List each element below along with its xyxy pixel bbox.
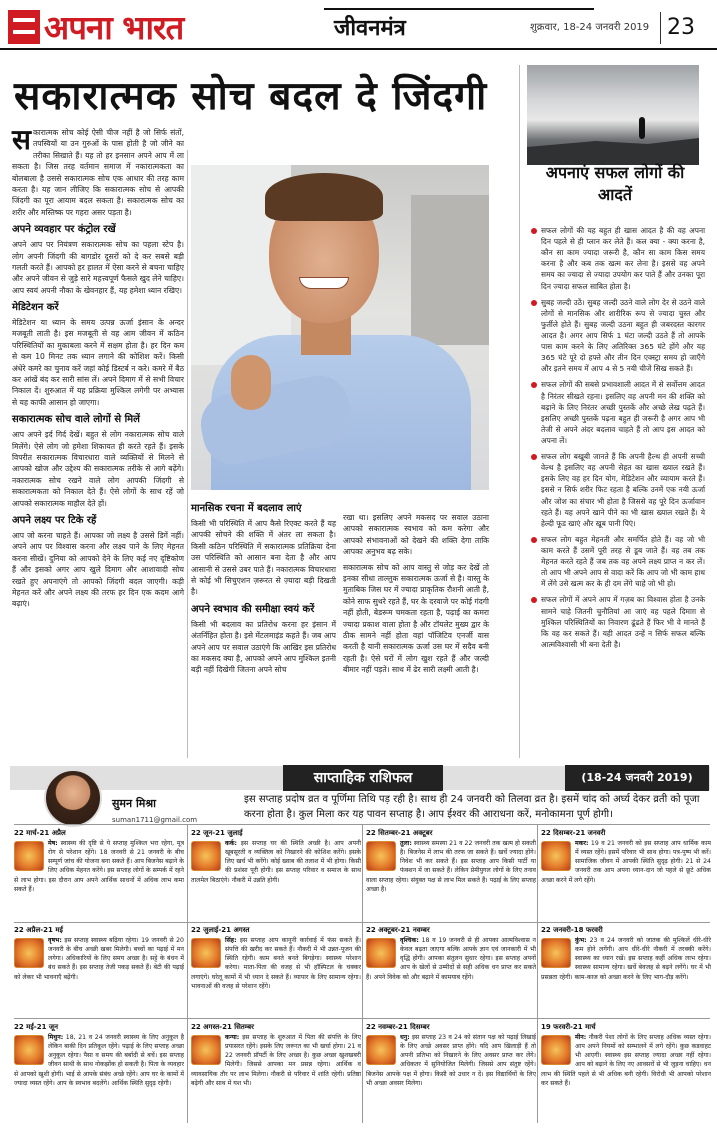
sidebar-list: [531, 225, 705, 655]
sign-pisces: 19 फरवरी-21 मार्च मीन: नौकरी पेशा लोगों के लिए सप्ताह अधिक व्यस्त रहेगा। आप अपने नियमों को सम्भालने में लगे रहेंगे। कुछ कडवाहट भी आएगी। स्वास्थ्य इस सप्ताह ज्यादा अच्छा नहीं रहेगा। आप को बढ़ाने के लिए नए आवसरों से भी जुड़ना चाहिए। धन लाभ की स्थिति पहले से भी अधिक बनी रहेगी। विरोधी भी आपको परेशान कर सकते हैं।: [541, 1023, 711, 1087]
bullet-icon: [531, 454, 537, 460]
section-heading: अपने लक्ष्य पर टिके रहें: [12, 514, 97, 526]
sign-libra: 22 सितम्बर-21 अक्टूबर तुला: स्वास्थ्य समस्या 21 व 22 जनवरी तक खत्म हो सकती है। बिजनेस में लाभ की तरफ जा सकते हैं। खर्चे ज्यादा होंगे। निवेश भी कर सकते हैं। इस सप्ताह आप किसी पार्टी या फंक्शन में जा सकते हैं। लेकिन प्रेमीयुगल लोगों के लिए तनाव वाला सप्ताह रहेगा। संयुक्त पक्ष से लाभ मिल सकते हैं। पढ़ाई के लिए सप्ताह अच्छा है।: [366, 829, 536, 893]
list-item: सफल लोगों की यह बहुत ही खास आदत है की वह अपना दिन पहले से ही प्लान कर लेते हैं। कल क्या - क्या करना है, कौन सा काम ज्यादा जरूरी है, कौन सा काम किस समय करना है और कब तक खत्म कर लेना है। इससे वह अपने समय का ज्यादा से ज्यादा उपयोग कर पाते हैं और उनका पूरा दिन ज्यादा सफल साबित होता है।: [531, 225, 705, 292]
section-body: रखा था। इसलिए अपने मकसद पर सवाल उठाना आपको सकारात्मक स्वभाव को कम करेगा और आपको संभावनाओं को देखने की शक्ति देगा ताकि आपका अनुभव बढ़ सके।: [343, 513, 489, 557]
article-column-2: [191, 497, 336, 680]
sign-dates: 22 अगस्त-21 सितम्बर: [191, 1023, 254, 1031]
grid-divider: [537, 825, 538, 1123]
sign-dates: 22 जुलाई-21 अगस्त: [191, 926, 250, 934]
gemini-icon: [14, 1035, 44, 1065]
section-label: जीवनमंत्र: [334, 16, 406, 41]
list-item: सफल लोग बखूबी जानते हैं कि अपनी हैल्थ ही अपनी सच्ची वेल्थ है इसलिए वह अपनी सेहत का खास ख्याल रखते हैं। इसके लिए वह हर दिन योग, मेडिटेशन और व्यायाम करते हैं। इससे न सिर्फ शरीर फिट रहता है बल्कि उनमें एक नयी ऊर्जा और जोश का संचार भी होता है जिससे वह पूरे दिन ऊर्जावान रहते हैं। यह अपने खाने पीने का भी खास ख्याल रखते हैं। ये हेल्दी फूड खाएं और खूब पानी पिएं।: [531, 451, 705, 529]
astrologer-avatar: [44, 769, 102, 827]
leo-icon: [191, 938, 221, 968]
sign-dates: 22 अक्टूबर-21 नवम्बर: [366, 926, 430, 934]
list-item: सफल लोगों की सबसे प्रभावशाली आदत में से सर्वोत्तम आदत है निरंतर सीखते रहना। इसलिए वह अपनी मन की शक्ति को बढ़ाने के लिए निरंतर अच्छी पुस्तकें और अच्छे लेख पढ़ते हैं। इसलिए अच्छी पुस्तकें पढ़ना बहुत ही जरूरी है अगर आप भी तेजी से अपने अंदर बदलाव चाहते हैं तो आप इस आदत को अपना लें।: [531, 379, 705, 446]
article-intro: [12, 123, 184, 218]
sign-sagittarius: 22 नवम्बर-21 दिसम्बर धनु: इस सप्ताह 23 व 24 को संतान पक्ष को पढ़ाई लिखाई के लिए अच्छे अवसर प्राप्त होंगे। यदि आप खिलाड़ी हैं तो अपनी प्रतिभा को निखारने के लिए अवसर प्राप्त कर लेंगे। अधिकतर में सुनियोजित मिलेगी। जिससे आप संतुष्ट रहेंगे। बिजनेस आपके पक्ष में होगा। किसी को उधार न दें। इस विद्यार्थियों के लिए भी अच्छा अवसर मिलेगा।: [366, 1023, 536, 1087]
bullet-icon: [531, 537, 537, 543]
aquarius-icon: [541, 938, 571, 968]
pisces-icon: [541, 1035, 571, 1065]
capricorn-icon: [541, 841, 571, 871]
masthead-top-rule: [324, 8, 594, 10]
list-item: सुबह जल्दी उठें। सुबह जल्दी उठने वाले लोग देर से उठने वाले लोगों से मानसिक और शारीरिक रूप से ज्यादा चुस्त और फुर्तीले होते हैं। सुबह जल्दी उठना बहुत ही जबरदस्त कारगर आदत है। अगर आप सिर्फ 1 घंटा जल्दी उठते हैं तो आपके पास काम करने के लिए अतिरिक्त 365 घंटे होंगे और यह 365 घंटे पूरे दो हफ्ते और तीन दिन एक्स्ट्रा समय हो जाएँगे और इतने समय में आप 4 से 5 नयी चीजें सिख सकते हैं।: [531, 297, 705, 375]
section-body: किसी भी बदलाव का प्रतिरोध करना हर इंसान में अंतर्निहित होता है। इसे मेंटलमाइंड कहते हैं। जब आप अपने आप पर सवाल उठाएंगे कि आखिर इस प्रतिरोध का मकसद क्या है, आपको अपने आप मुश्किल इतनी बड़ी नहीं दिखेगी जितना अपने सोच: [191, 619, 336, 675]
list-item: सफल लोगों में अपने आप में गज़ब का विश्वास होता है उनके सामने चाहे जितनी चुनौतियां आ जाएं वह पहले दिमाग़ से मुश्किल परिस्थितियों का निवारण ढूंढते हैं फिर भी वे मानते हैं कि वह कर सकते हैं। यही आदत उन्हें न सिर्फ सफल बल्कि आत्मविश्वासी भी बना देती है।: [531, 594, 705, 650]
list-item: सफल लोग बहुत मेहनती और समर्पित होते हैं। वह जो भी काम करते हैं उसमें पूरी तरह से डूब जाते हैं। वह तब तक मेहनत करते रहते हैं जब तक वह अपने लक्ष्य प्राप्त न कर लें। तो आप भी अपने आप से वादा करें कि आप जो भी काम हाथ में लेंगे उसे खत्म कर के ही दम लेंगे चाहे जो भी हो।: [531, 534, 705, 590]
bullet-icon: [531, 228, 537, 234]
sign-dates: 22 सितम्बर-21 अक्टूबर: [366, 829, 433, 837]
smiling-man-photo: [191, 165, 489, 490]
section-heading: मानसिक रचना में बदलाव लाएं: [191, 503, 302, 514]
sign-dates: 22 दिसम्बर-21 जनवरी: [541, 829, 606, 837]
section-heading: अपने व्यवहार पर कंट्रोल रखें: [12, 224, 116, 236]
scorpio-icon: [366, 938, 396, 968]
sign-dates: 22 जनवरी-18 फरवरी: [541, 926, 603, 934]
issue-date: शुक्रवार, 18-24 जनवरी 2019: [530, 22, 650, 33]
cliff-silhouette-photo: [527, 65, 699, 165]
astrologer-name: सुमन मिश्रा: [112, 797, 157, 810]
sign-virgo: 22 अगस्त-21 सितम्बर कन्या: इस सप्ताह के शुरुआत में पिता की संपत्ति के लिए प्रयासरत रहेंगे। इसके लिए जरूरत का भी खर्चा होगा। 21 व 22 जनवरी प्रॉपर्टी के लिए अच्छा है। कुछ अच्छा खुशखबरी मिलेगी। जिससे आपका मन प्रसन्न रहेगा। आर्थिक व व्यावसायिक तौर पर लाभ मिलेगा। नौकरी से परिवार में शांति रहेगी। प्रतिष्ठा बढ़ेगी और साथ में यश भी।: [191, 1023, 361, 1087]
sign-dates: 19 फरवरी-21 मार्च: [541, 1023, 596, 1031]
grid-divider: [187, 825, 188, 1123]
article-headline: सकारात्मक सोच बदल दे जिंदगी: [14, 73, 488, 119]
grid-divider: [362, 825, 363, 1123]
sign-cancer: 22 जून-21 जुलाई कर्क: इस सप्ताह घर की स्थिति अच्छी है। आप अपनी खूबसूरती व व्यक्तित्व को निखारने की कोशिश करेंगे। इसके लिए खर्च भी करेंगे। कोई ख्वाब की तलाश में भी होगा। किसी की प्रशंसा पूरी होगी। इस सप्ताह परिवार व समाज के साथ तालमेल बिठाएंगे। नौकरी में उन्नति होगी।: [191, 829, 361, 884]
column-divider: [187, 150, 188, 758]
cancer-icon: [191, 841, 221, 871]
article-intro-text: कारात्मक सोच कोई ऐसी चीज नहीं है जो सिर्फ संतों, तपस्वियों या उन गुरुओं के पास होती है जो जीने का तरीका सिखाते हैं। यह तो हर इनसान अपने आप में ला सकता है। जिस तरह वर्तमान समाज में नकारात्मकता का बोलबाला है उससे सकारात्मक सोच एक आधार की तरह काम करता है। यह जान लीजिए कि सकारात्मक सोच से आपकी जिंदगी का पूरा आयाम बदल सकता है। सकारात्मक सोच का शरीर और मस्तिष्क पर गहरा असर पड़ता है।: [12, 128, 184, 217]
section-body: मेडिटेशन या ध्यान के समय उत्पन्न ऊर्जा इंसान के अन्दर मजबूती लाती है। इस मजबूती से वह आम जीवन में कठिन परिस्थितियों का मुकाबला करने में सक्षम होता है। हर दिन कम से कम 10 मिनट तक ध्यान लगाने की कोशिश करें। किसी अंधेरे कमरे का चुनाव करें जहां कोई डिस्टर्ब न करे। कमरे में बैठ कर आंखें बंद कर सारी सांस लें। अपने दिमाग में से सभी विचार निकाल दें। शुरुआत में यह प्रक्रिया मुश्किल लगेगी पर अभ्यास से यह काफी आसान हो जाएगा।: [12, 318, 184, 407]
section-body: सकारात्मक सोच को आप वास्तु से जोड़ कर देखें तो इनका सीधा ताल्लुक सकारात्मक ऊर्जा से है। वास्तु के मुताबिक जिस घर में ज्यादा प्राकृतिक रौशनी आती है, कोने साफ सुथरे रहते हैं, घर के दरवाजे पर कोई गंदगी नहीं होती, बेडरूम चमकता रहता है, पढ़ाई का कमरा ज्यादा प्रकाश वाला होता है और टॉयलेट मुख्य द्वार के ठीक सामने नहीं होता वहां पॉजिटिव एनर्जी वास करती है यानी सकारात्मक ऊर्जा उस घर में सदैव बनी रहती है। ऐसे घरों में लोग खुश रहते हैं और जल्दी बीमार नहीं पड़ते। साथ में ढेर सारी लक्ष्मी आती है।: [343, 562, 489, 675]
section-body: किसी भी परिस्थिति में आप कैसे रिएक्ट करते हैं यह आपकी सोचने की शक्ति में अंतर ला सकता है। किसी कठिन परिस्थिति में सकारात्मक प्रतिक्रिया देना उस परिस्थिति को आसान बना देता है और आप आसानी से उससे उबर पाते हैं। नकारात्मक विचारधारा से कोई भी सिचुएशन ज़रूरत से ज़्यादा बड़ी दिखती है।: [191, 519, 336, 597]
masthead: [0, 0, 717, 52]
sign-dates: 22 मार्च-21 अप्रैल: [14, 829, 66, 837]
drop-cap: स: [12, 123, 31, 156]
bullet-icon: [531, 300, 537, 306]
section-heading: सकारात्मक सोच वाले लोगों से मिलें: [12, 414, 140, 426]
masthead-rule: [0, 48, 717, 50]
bullet-icon: [531, 597, 537, 603]
section-body: अपने आप पर नियंत्रण सकारात्मक सोच का पहला स्टेप है। लोग अपनी जिंदगी की बागडोर दूसरों को दे कर सबसे बड़ी गलती करते हैं। आपको हर हालत में ऐसा करने से बचना चाहिए और अपने जीवन से जुड़े सारे महत्त्वपूर्ण फैसले खुद लेने चाहिए। आप स्वयं अपनी नौका के खेवनहार हैं, यह हमेशा ध्यान रखिए।: [12, 240, 184, 295]
bullet-icon: [531, 382, 537, 388]
section-heading: अपने स्वभाव की समीक्षा स्वयं करें: [191, 603, 315, 615]
paper-name: अपना भारत: [44, 8, 184, 47]
libra-icon: [366, 841, 396, 871]
sign-gemini: 22 मई-21 जून मिथुन: 18, 21 व 24 जनवरी स्वास्थ्य के लिए अनुकूल है लेकिन बाकी दिन प्रतिकूल रहेंगे। पढ़ाई के लिए सप्ताह अच्छा अनुकूल रहेगा। पैसा व समय की बर्बादी से बचें। इस सप्ताह जीवन साथी के साथ नोकझोंक हो सकती है। पिता के व्यवहार से आपको खुशी होगी। भाई से आपके संबंध अच्छे रहेंगे। आप घर के कामों में ज्यादा व्यस्त रहेंगे। आप के स्वभाव बदलेंगे। आर्थिक स्थिति सुदृढ़ रहेगी।: [14, 1023, 184, 1087]
sign-aries: 22 मार्च-21 अप्रैल मेष: स्वास्थ्य की दृष्टि से ये सप्ताह मुश्किल भरा रहेगा, मूत्र रोग से परेशान रहेंगे। 18 जनवरी से 21 जनवरी के बीच सम्पूर्ण जांच की योजना बना सकते हैं। आप बिजनेस बढ़ाने के लिए अधिक मेहनत करेंगे। इस सप्ताह लोगों के सम्पर्क में रहने से लाभ होगा। इस दौरान आप अपने आर्थिक साधनों में अधिक लाभ कमा सकते हैं।: [14, 829, 184, 893]
sagittarius-icon: [366, 1035, 396, 1065]
sign-dates: 22 मई-21 जून: [14, 1023, 58, 1031]
aries-icon: [14, 841, 44, 871]
sign-leo: 22 जुलाई-21 अगस्त सिंह: इस सप्ताह आप कानूनी कार्रवाई में फंस सकते हैं। संपत्ति की खरीद कर सकते हैं। नौकरी में भी उन्नत-पूजन की स्थिति रहेगी। काम बनते बनते बिगड़ेगा। स्वास्थ्य परेशान करेगा। माता-पिता की वजह से भी हॉस्पिटल के चक्कर लगाएंगे। घरेलू कामों में भी ध्यान दे सकते हैं। व्यापार के लिए सामान्य रहेगा। भावनाओं की वजह से परेशान रहेंगे।: [191, 926, 361, 990]
sidebar-title: अपनाएं सफल लोगों की आदतें: [545, 163, 685, 204]
article-column-3: [343, 512, 489, 679]
sign-taurus: 22 अप्रैल-21 मई वृषभ: इस सप्ताह स्वास्थ्य बढ़िया रहेगा। 19 जनवरी से 20 जनवरी के बीच अच्छी खबर मिलेगी। बच्चों का पढ़ाई में मन लगेगा। अधिकारियों के लिए समय अच्छा है। सट्टे के बंधन में बंध सकते हैं। इस सप्ताह तेजी पकड़ सकते हैं। बेटी की पढ़ाई को लेकर भी भावनाएँ बढ़ेंगी।: [14, 926, 184, 981]
astrologer-email: suman1711@gmail.com: [112, 816, 198, 824]
sign-dates: 22 अप्रैल-21 मई: [14, 926, 63, 934]
section-body: आप जो करना चाहते हैं। आपका जो लक्ष्य है उससे डिगें नहीं। अपने आप पर विश्वास करना और लक्ष्य पाने के लिए मेहनत करना सीखें। दुनिया को आपको देने के लिए कई नए दृष्टिकोण हैं और इसको अगर आप खुले दिमाग और आशावादी सोच रखते हुए अपनाएंगे तो आपको जिंदगी बदल जाएगी। कड़ी मेहनत करें और अपने लक्ष्य की तरफ हर दिन एक कदम आगे बढ़ाएं।: [12, 530, 184, 609]
sign-scorpio: 22 अक्टूबर-21 नवम्बर वृश्चिक: 18 व 19 जनवरी से ही आपका आत्मविश्वास न केवल बढ़ता जाएगा बल्कि आपके ज्ञान एवं जानकारी में भी वृद्धि होगी। आपका संतुलन सुधार रहेगा। इस सप्ताह अपनों आप के खेलों से उम्मीदों से सही अधिक धन प्राप्त कर सकते हैं। अपने विवेक को और बढ़ाने में कामयाब रहेंगे।: [366, 926, 536, 981]
taurus-icon: [14, 938, 44, 968]
sign-dates: 22 जून-21 जुलाई: [191, 829, 243, 837]
section-heading: मेडिटेशन करें: [12, 302, 59, 314]
column-divider: [519, 65, 520, 758]
page-number: 23: [660, 12, 695, 44]
logo-icon: [8, 10, 40, 44]
article-column-1: [12, 123, 184, 614]
horoscope-title: साप्ताहिक राशिफल: [283, 765, 443, 791]
virgo-icon: [191, 1035, 221, 1065]
section-body: आप अपने इर्द गिर्द देखें। बहुत से लोग नकारात्मक सोच वाले मिलेंगे। ऐसे लोग जो हमेशा शिकायत ही करते रहते हैं। इसके विपरीत सकारात्मक विचारधारा वाले व्यक्तियों से मिलने से आपको खोज और उद्देश्य की सकारात्मक तरीके से आगे बढ़ेंगे। नकारात्मक सोच रखने वाले लोग आपकी जिंदगी से सकारात्मकता को निकाल देते हैं। ऐसे लोगों के साथ रहें जो आपको सकारात्मक माहौल देते हों।: [12, 430, 184, 508]
sign-dates: 22 नवम्बर-21 दिसम्बर: [366, 1023, 430, 1031]
horoscope-intro: इस सप्ताह प्रदोष व्रत व पूर्णिमा तिथि पड़ रही है। साथ ही 24 जनवरी को तिलवा व्रत है। इसमें चांद को अर्घ्य देकर व्रती को पूजा करना होता है। कुल मिला कर यह पावन सप्ताह है। आप ईश्वर की आराधना करें, मनोकामना पूर्ण होगी।: [244, 794, 700, 820]
horoscope-week: (18-24 जनवरी 2019): [565, 765, 709, 791]
sign-aquarius: 22 जनवरी-18 फरवरी कुंभ: 23 व 24 जनवरी को जातक की मुश्किलें धीरे-धीरे कम होने लगेंगी। आप धीरे-धीरे नौकरी में तरक्की करेंगे। स्वास्थ्य का ध्यान रखें। इस सप्ताह कहीं अधिक लाभ रहेगा। स्वास्थ्य सामान्य रहेगा। खर्चे बेवजह से बढ़ने लगेंगे। घर में भी प्रसन्नता रहेगी। काम-काज को अच्छा करने के लिए भाग-दौड़ करेंगे।: [541, 926, 711, 981]
sign-capricorn: 22 दिसम्बर-21 जनवरी मकर: 19 व 21 जनवरी को इस सप्ताह आप धार्मिक काम में व्यस्त रहेंगे। इसमें परिवार भी साथ होगा। पत्र-पुष्प भी करें। सामाजिक जीवन में आपकी स्थिति सुदृढ़ होगी। 21 से 24 जनवरी तक आप अपना ध्यान-दान जो पहले से छूटे अधिक अच्छा करने में लगे रहेंगे।: [541, 829, 711, 884]
